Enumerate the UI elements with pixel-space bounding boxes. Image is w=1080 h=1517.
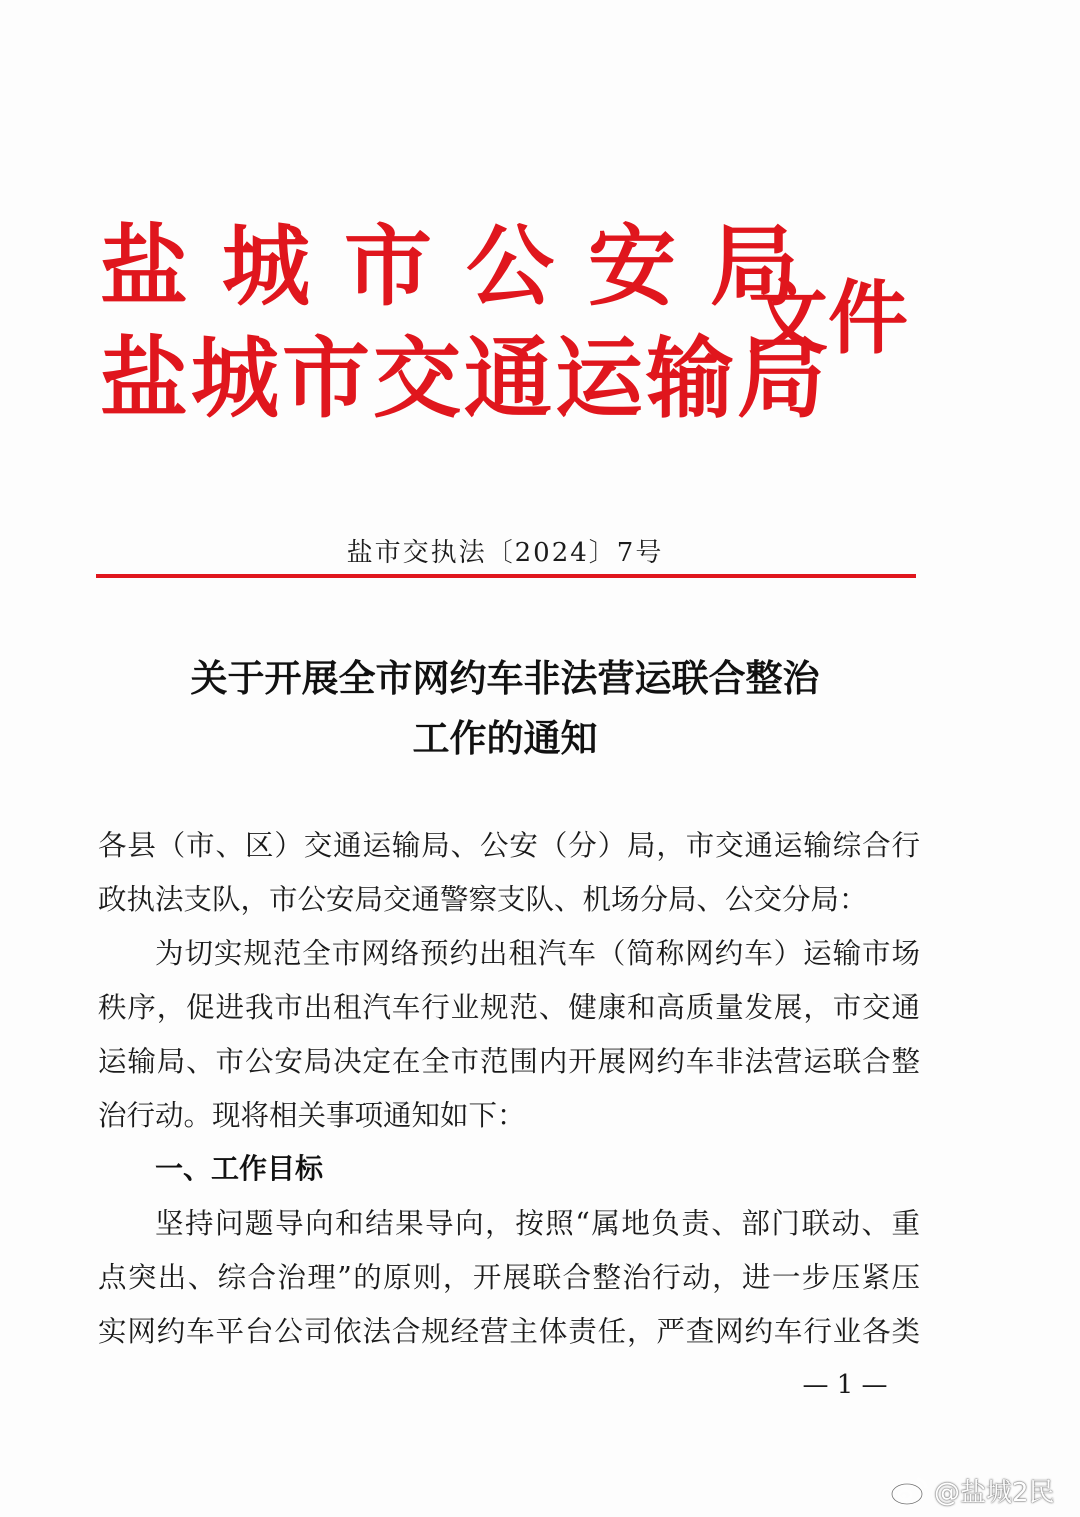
section-heading-work-goals: 一、工作目标 (155, 1152, 324, 1185)
body-line-intro-2: 秩序，促进我市出租汽车行业规范、健康和高质量发展，市交通 (98, 991, 920, 1024)
body-line-addressee-2: 政执法支队，市公安局交通警察支队、机场分局、公交分局： (98, 883, 868, 916)
document-number: 盐市交执法〔2024〕7号 (346, 538, 664, 568)
document-title-line-1: 关于开展全市网约车非法营运联合整治 (190, 657, 820, 700)
watermark (890, 1472, 1055, 1508)
body-line-intro-3: 运输局、市公安局决定在全市范围内开展网约车非法营运联合整 (98, 1045, 920, 1078)
body-line-addressee-1: 各县（市、区）交通运输局、公安（分）局，市交通运输综合行 (98, 829, 920, 862)
issuing-authority-transport: 盐城市交通运输局 (100, 326, 829, 430)
document-type-label: 文件 (748, 271, 908, 365)
issuing-authority-police: 盐城市公安局 (100, 214, 833, 318)
document-header (100, 212, 908, 442)
body-line-goals-3: 实网约车平台公司依法合规经营主体责任，严查网约车行业各类 (98, 1315, 920, 1348)
page-number: — 1 — (802, 1370, 888, 1400)
red-divider (96, 574, 916, 578)
body-line-goals-1: 坚持问题导向和结果导向，按照“属地负责、部门联动、重 (155, 1207, 920, 1240)
document-title-line-2: 工作的通知 (412, 717, 598, 760)
watermark-text: @盐城2民 (934, 1477, 1055, 1508)
body-line-intro-1: 为切实规范全市网络预约出租汽车（简称网约车）运输市场 (155, 937, 920, 970)
weibo-logo-icon (890, 1474, 930, 1506)
body-line-intro-4: 治行动。现将相关事项通知如下： (98, 1099, 526, 1132)
body-line-goals-2: 点突出、综合治理”的原则，开展联合整治行动，进一步压紧压 (98, 1261, 920, 1294)
